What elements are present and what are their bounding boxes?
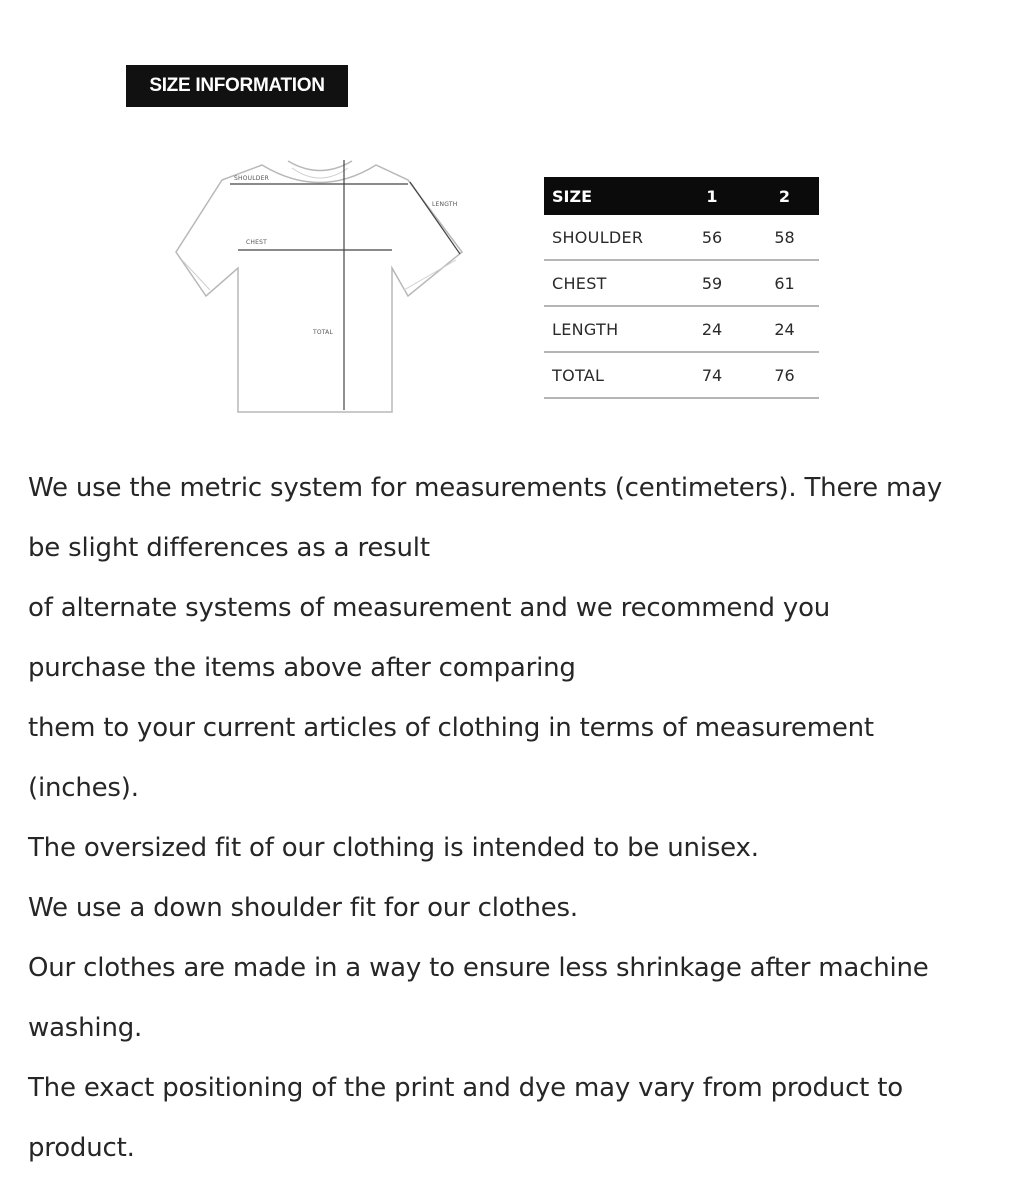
notes-line: We use the metric system for measurements (centimeters). There may [28,473,943,503]
size-2-value: 61 [750,260,819,306]
size-information-badge: SIZE INFORMATION [126,65,348,107]
table-row [544,260,819,306]
table-row [544,215,819,260]
chest-label: CHEST [246,239,267,246]
size-1-value: 74 [674,352,750,398]
size-1-value: 56 [674,215,750,260]
table-row [544,352,819,398]
tshirt-collar [288,161,352,171]
size-2-value: 24 [750,306,819,352]
tshirt-collar-inner [292,168,348,178]
size-2-value: 58 [750,215,819,260]
measurement-notes [28,458,998,1178]
table-row [544,306,819,352]
row-label: TOTAL [544,352,674,398]
size-table-header [544,177,819,215]
size-chart-table [544,177,819,399]
notes-line: washing. [28,1013,143,1043]
length-label: LENGTH [432,201,458,208]
sleeve-length-line [410,182,460,254]
notes-line: (inches). [28,773,139,803]
notes-line: be slight differences as a result [28,533,430,563]
notes-line: product. [28,1133,135,1163]
notes-line: them to your current articles of clothing in terms of measurement [28,713,874,743]
shoulder-label: SHOULDER [234,175,269,182]
left-sleeve-hem [182,260,210,290]
size-2-value: 76 [750,352,819,398]
tshirt-measurement-diagram [170,150,480,420]
total-label: TOTAL [313,329,334,336]
row-label: SHOULDER [544,215,674,260]
notes-line: The exact positioning of the print and dye may vary from product to [28,1073,903,1103]
size-2-column-header: 2 [750,177,819,215]
tshirt-outline [176,165,462,412]
notes-line: Our clothes are made in a way to ensure less shrinkage after machine [28,953,929,983]
size-1-value: 59 [674,260,750,306]
row-label: CHEST [544,260,674,306]
notes-line: We use a down shoulder fit for our clothes. [28,893,578,923]
row-label: LENGTH [544,306,674,352]
size-1-column-header: 1 [674,177,750,215]
notes-line: purchase the items above after comparing [28,653,576,683]
size-column-header: SIZE [544,177,674,215]
notes-line: The oversized fit of our clothing is intended to be unisex. [28,833,759,863]
right-sleeve-hem [404,260,456,290]
size-1-value: 24 [674,306,750,352]
notes-line: of alternate systems of measurement and we recommend you [28,593,831,623]
